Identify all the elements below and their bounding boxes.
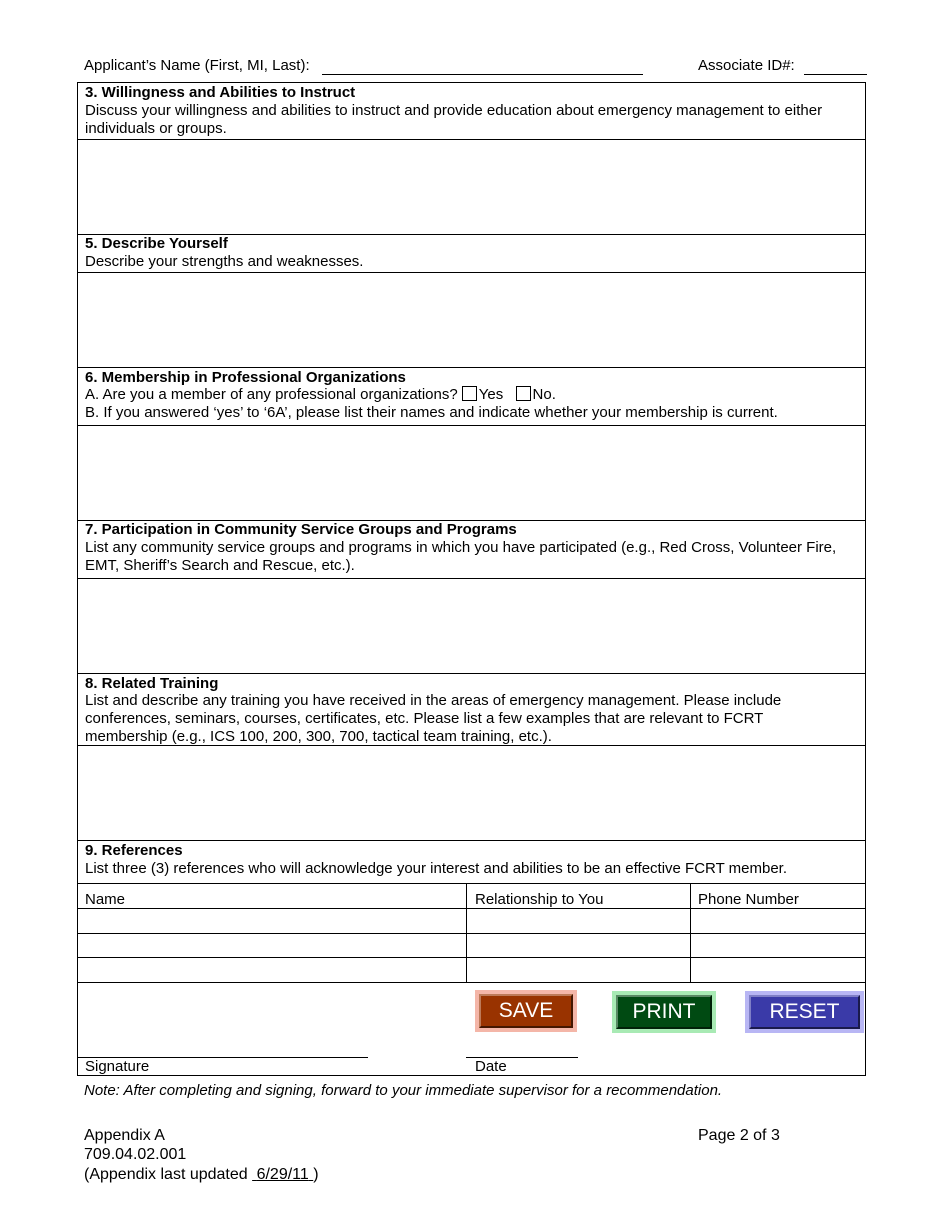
section-8-answer-field[interactable]	[78, 746, 865, 840]
document-code: 709.04.02.001	[84, 1146, 187, 1163]
yes-checkbox[interactable]	[462, 386, 477, 401]
reset-button-label: RESET	[769, 1000, 840, 1023]
print-button[interactable]	[612, 991, 716, 1033]
note-text: Note: After completing and signing, forward to your immediate supervisor for a recommendation.	[84, 1082, 723, 1099]
save-button-label: SAVE	[498, 999, 554, 1022]
associate-id-field[interactable]	[804, 74, 867, 75]
reference-2-name-field[interactable]	[78, 934, 466, 957]
section-6-question-a-text: A. Are you a member of any professional organizations?	[85, 386, 458, 403]
divider	[77, 840, 866, 841]
reset-button-face[interactable]	[749, 995, 860, 1029]
signature-label: Signature	[85, 1058, 150, 1075]
section-8-title: 8. Related Training	[85, 675, 219, 692]
divider	[77, 367, 866, 368]
divider	[77, 982, 866, 983]
print-button-face[interactable]	[616, 995, 712, 1029]
associate-id-label: Associate ID#:	[698, 57, 795, 74]
reference-2-relationship-field[interactable]	[467, 934, 690, 957]
divider	[77, 673, 866, 674]
reference-3-name-field[interactable]	[78, 958, 466, 982]
section-7-description: List any community service groups and programs in which you have participated (e.g., Red Cross, Volunteer Fire, EMT, Sheriff’s Search and Rescue, etc.).	[85, 539, 837, 574]
no-checkbox[interactable]	[516, 386, 531, 401]
appendix-updated-suffix: )	[313, 1166, 319, 1183]
column-header-phone: Phone Number	[698, 891, 799, 908]
section-6-title: 6. Membership in Professional Organizations	[85, 369, 406, 386]
section-7-title: 7. Participation in Community Service Groups and Programs	[85, 521, 517, 538]
appendix-updated-prefix: (Appendix last updated	[84, 1166, 248, 1183]
appendix-updated	[84, 1166, 319, 1184]
appendix-updated-date-value: 6/29/11	[256, 1166, 309, 1183]
section-6-answer-field[interactable]	[78, 426, 865, 520]
reference-1-phone-field[interactable]	[691, 909, 865, 933]
print-button-label: PRINT	[632, 1000, 696, 1023]
reference-3-relationship-field[interactable]	[467, 958, 690, 982]
column-header-name: Name	[85, 891, 126, 908]
section-9-description: List three (3) references who will acknowledge your interest and abilities to be an effective FCRT member.	[85, 860, 788, 877]
page-number: Page 2 of 3	[698, 1127, 780, 1144]
date-field[interactable]	[467, 1035, 577, 1057]
applicant-name-label: Applicant’s Name (First, MI, Last):	[84, 57, 310, 74]
section-6-question-a	[85, 386, 556, 404]
signature-field[interactable]	[78, 1010, 368, 1057]
reference-3-phone-field[interactable]	[691, 958, 865, 982]
reference-1-name-field[interactable]	[78, 909, 466, 933]
column-header-relationship: Relationship to You	[475, 891, 604, 908]
section-8-description: List and describe any training you have received in the areas of emergency management. Please include conferences, seminars, courses, certificates, etc. Please list a few examples that are relevant to FCRT membership (e.g., ICS 100, 200, 300, 700, tactical team training, etc.).	[85, 692, 782, 745]
save-button[interactable]	[475, 990, 577, 1032]
no-label: No.	[532, 386, 556, 403]
divider	[77, 883, 866, 884]
section-7-answer-field[interactable]	[78, 579, 865, 673]
section-3-title: 3. Willingness and Abilities to Instruct	[85, 84, 356, 101]
reset-button[interactable]	[745, 991, 864, 1033]
section-5-title: 5. Describe Yourself	[85, 235, 228, 252]
date-label: Date	[475, 1058, 507, 1075]
section-3-answer-field[interactable]	[78, 140, 865, 234]
reference-2-phone-field[interactable]	[691, 934, 865, 957]
appendix-label: Appendix A	[84, 1127, 165, 1144]
save-button-face[interactable]	[479, 994, 573, 1028]
applicant-name-field[interactable]	[322, 74, 643, 75]
section-5-answer-field[interactable]	[78, 273, 865, 367]
yes-label: Yes	[478, 386, 504, 403]
section-3-description: Discuss your willingness and abilities to instruct and provide education about emergency management to either individuals or groups.	[85, 102, 823, 137]
section-9-title: 9. References	[85, 842, 183, 859]
reference-1-relationship-field[interactable]	[467, 909, 690, 933]
appendix-updated-date	[252, 1166, 313, 1183]
section-6-question-b: B. If you answered ‘yes’ to ‘6A’, please list their names and indicate whether your membership is current.	[85, 404, 778, 421]
section-5-description: Describe your strengths and weaknesses.	[85, 253, 364, 270]
